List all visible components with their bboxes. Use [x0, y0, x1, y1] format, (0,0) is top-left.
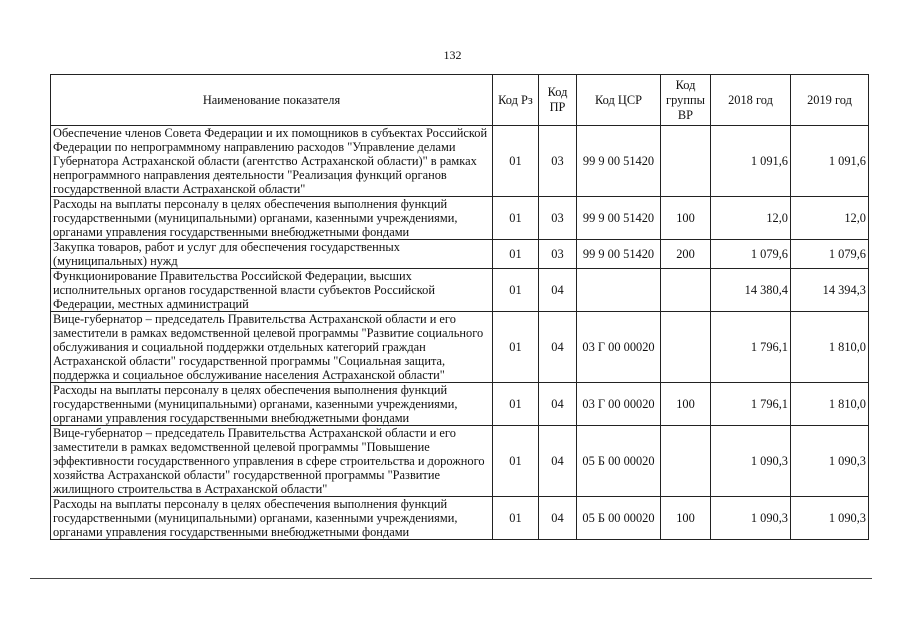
row-csr: 05 Б 00 00020 [577, 426, 661, 497]
row-pr: 04 [539, 426, 577, 497]
row-pr: 03 [539, 197, 577, 240]
row-2018: 1 091,6 [711, 126, 791, 197]
row-vr [661, 426, 711, 497]
row-rz: 01 [493, 197, 539, 240]
row-name: Закупка товаров, работ и услуг для обеспечения государственных (муниципальных) нужд [51, 240, 493, 269]
table-row [51, 497, 869, 540]
table-row [51, 312, 869, 383]
table-row [51, 240, 869, 269]
row-vr [661, 312, 711, 383]
row-pr: 03 [539, 126, 577, 197]
row-name: Функционирование Правительства Российской Федерации, высших исполнительных органов государственной власти субъектов Российской Федерации, местных администраций [51, 269, 493, 312]
row-name: Расходы на выплаты персоналу в целях обеспечения выполнения функций государственными (муниципальными) органами, казенными учреждениями, органами управления государственными внебюджетными фондами [51, 197, 493, 240]
row-csr [577, 269, 661, 312]
row-csr: 03 Г 00 00020 [577, 383, 661, 426]
row-2019: 12,0 [791, 197, 869, 240]
row-2019: 14 394,3 [791, 269, 869, 312]
table-row [51, 426, 869, 497]
bottom-rule [30, 578, 872, 579]
row-pr: 03 [539, 240, 577, 269]
row-vr: 200 [661, 240, 711, 269]
row-csr: 99 9 00 51420 [577, 240, 661, 269]
row-2019: 1 810,0 [791, 383, 869, 426]
row-rz: 01 [493, 383, 539, 426]
row-name: Вице-губернатор – председатель Правительства Астраханской области и его заместители в рамках ведомственной целевой программы "Развитие социального обслуживания и социальной поддержки отдельных категорий граждан Астраханской области" государственной программы "Социальная защита, поддержка и социальное обслуживание населения Астраханской области" [51, 312, 493, 383]
row-name: Расходы на выплаты персоналу в целях обеспечения выполнения функций государственными (муниципальными) органами, казенными учреждениями, органами управления государственными внебюджетными фондами [51, 497, 493, 540]
table-row [51, 269, 869, 312]
page-number: 132 [443, 48, 462, 62]
header-rz: Код Рз [493, 75, 539, 126]
row-2018: 12,0 [711, 197, 791, 240]
header-vr: Код группы ВР [661, 75, 711, 126]
row-pr: 04 [539, 269, 577, 312]
row-2019: 1 090,3 [791, 426, 869, 497]
row-name: Обеспечение членов Совета Федерации и их помощников в субъектах Российской Федерации по непрограммному направлению расходов "Управление делами Губернатора Астраханской области (агентство Астраханской области)" в рамках непрограммного направления деятельности "Реализация функций органов государственной власти Астраханской области" [51, 126, 493, 197]
row-2018: 1 796,1 [711, 383, 791, 426]
row-pr: 04 [539, 497, 577, 540]
header-name: Наименование показателя [51, 75, 493, 126]
row-2019: 1 079,6 [791, 240, 869, 269]
row-pr: 04 [539, 383, 577, 426]
row-pr: 04 [539, 312, 577, 383]
row-csr: 03 Г 00 00020 [577, 312, 661, 383]
row-csr: 99 9 00 51420 [577, 126, 661, 197]
row-2019: 1 090,3 [791, 497, 869, 540]
table-row [51, 126, 869, 197]
table-row [51, 383, 869, 426]
header-csr: Код ЦСР [577, 75, 661, 126]
row-2018: 1 090,3 [711, 426, 791, 497]
row-2019: 1 091,6 [791, 126, 869, 197]
row-vr: 100 [661, 197, 711, 240]
row-name: Расходы на выплаты персоналу в целях обеспечения выполнения функций государственными (муниципальными) органами, казенными учреждениями, органами управления государственными внебюджетными фондами [51, 383, 493, 426]
table-row [51, 197, 869, 240]
row-rz: 01 [493, 426, 539, 497]
row-2019: 1 810,0 [791, 312, 869, 383]
table-header-row [51, 75, 869, 126]
row-vr: 100 [661, 497, 711, 540]
row-2018: 1 090,3 [711, 497, 791, 540]
row-2018: 14 380,4 [711, 269, 791, 312]
row-2018: 1 796,1 [711, 312, 791, 383]
header-2018: 2018 год [711, 75, 791, 126]
row-rz: 01 [493, 497, 539, 540]
row-rz: 01 [493, 240, 539, 269]
row-2018: 1 079,6 [711, 240, 791, 269]
row-rz: 01 [493, 126, 539, 197]
row-vr [661, 269, 711, 312]
row-vr [661, 126, 711, 197]
row-rz: 01 [493, 269, 539, 312]
row-csr: 05 Б 00 00020 [577, 497, 661, 540]
row-vr: 100 [661, 383, 711, 426]
row-csr: 99 9 00 51420 [577, 197, 661, 240]
row-name: Вице-губернатор – председатель Правительства Астраханской области и его заместители в рамках ведомственной целевой программы "Повышение эффективности государственного управления в сфере строительства и дорожного хозяйства Астраханской области" государственной программы "Развитие жилищного строительства в Астраханской области" [51, 426, 493, 497]
header-pr: Код ПР [539, 75, 577, 126]
header-2019: 2019 год [791, 75, 869, 126]
row-rz: 01 [493, 312, 539, 383]
budget-table [50, 74, 869, 540]
